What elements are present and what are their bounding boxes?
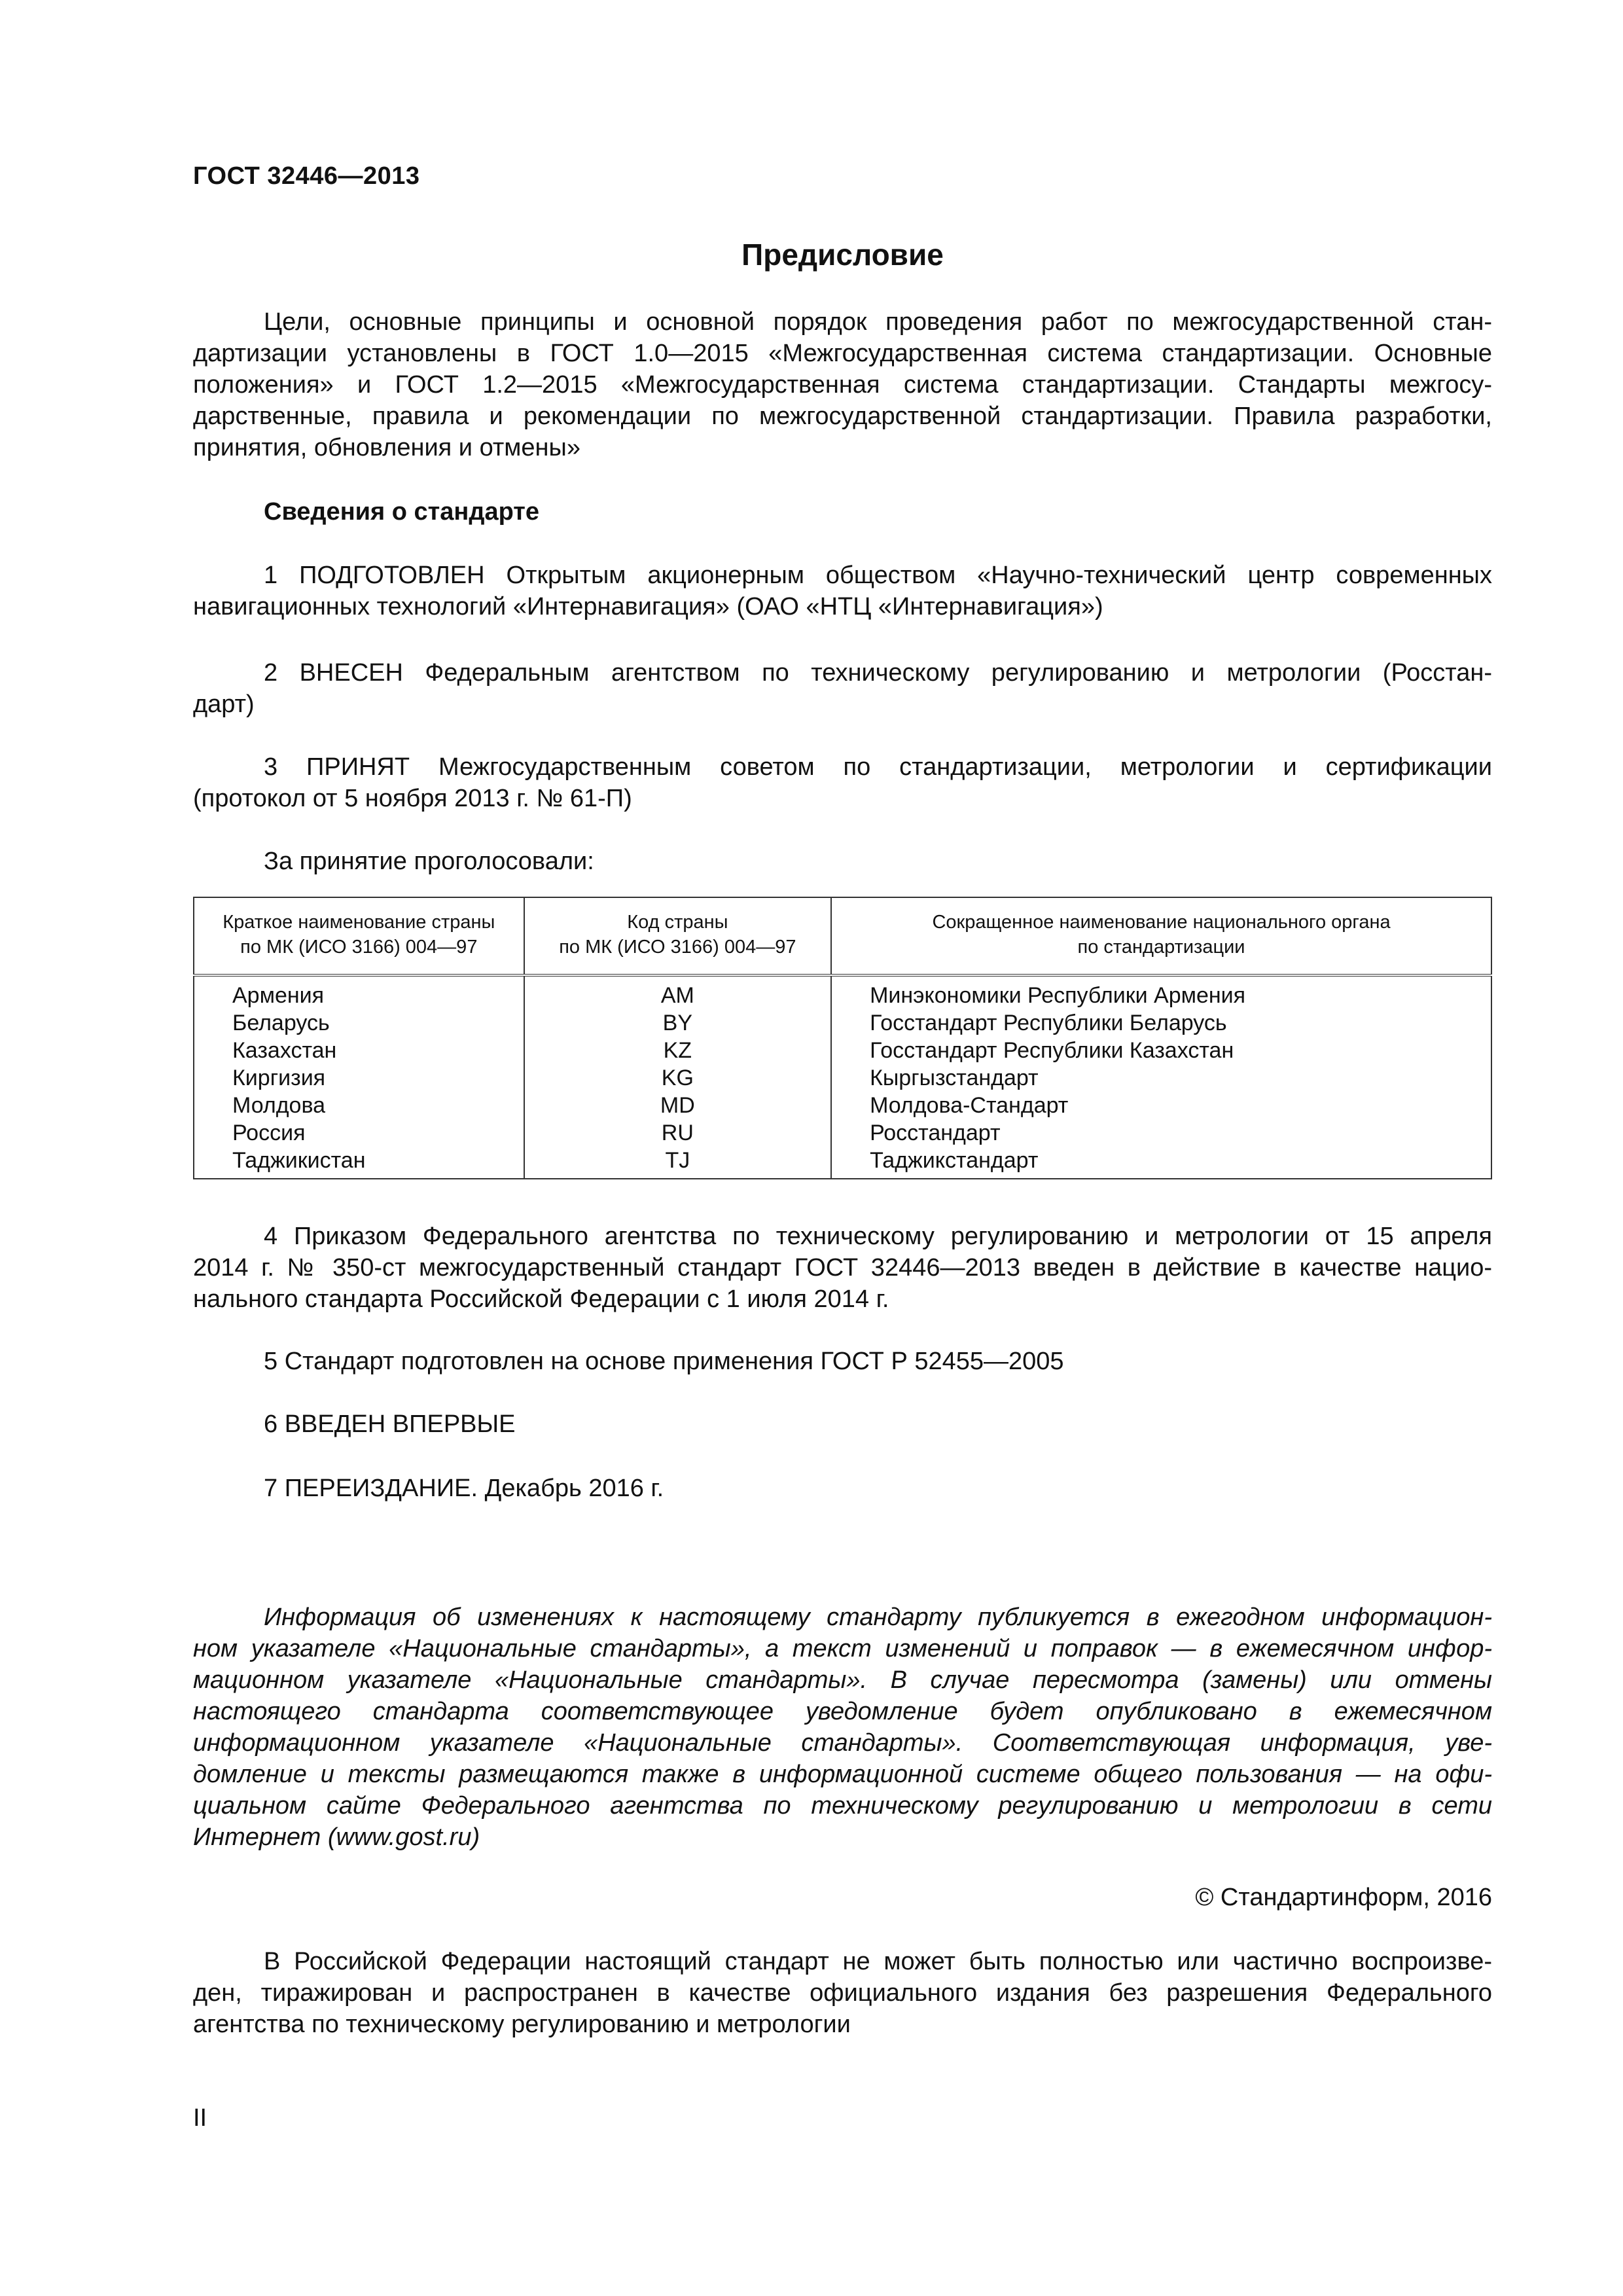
text-line: ден, тиражирован и распространен в качестве официального издания без разрешения Федерального: [193, 1979, 1492, 2007]
countries-table: [193, 897, 1492, 1179]
table-row: Армения AM Минэкономики Республики Армения: [194, 982, 1491, 1009]
item-2: [193, 657, 1492, 720]
table-separator: [194, 975, 1491, 982]
item-7: 7 ПЕРЕИЗДАНИЕ. Декабрь 2016 г.: [264, 1475, 664, 1502]
document-number: ГОСТ 32446—2013: [193, 162, 420, 190]
item-1: [193, 560, 1492, 622]
text-line: домление и тексты размещаются также в информационной системе общего пользования — на офи-: [193, 1761, 1492, 1788]
table-header-country: Краткое наименование страны по МК (ИСО 3166) 004—97: [194, 897, 524, 975]
page-title: Предисловие: [741, 238, 944, 272]
text-line: В Российской Федерации настоящий стандарт не может быть полностью или частично воспроизве-: [264, 1948, 1492, 1975]
table-row: Молдова MD Молдова-Стандарт: [194, 1092, 1491, 1119]
text-line: информационном указателе «Национальные стандарты». Соответствующая информация, уве-: [193, 1729, 1492, 1757]
table-row: Киргизия KG Кыргызстандарт: [194, 1064, 1491, 1092]
item-3: [193, 751, 1492, 814]
vote-label: За принятие проголосовали:: [264, 848, 594, 875]
text-line: ном указателе «Национальные стандарты», а текст изменений и поправок — в ежемесячном инфор-: [193, 1635, 1492, 1662]
text-line: агентства по техническому регулированию и метрологии: [193, 2011, 851, 2038]
info-paragraph: [193, 1602, 1492, 1853]
text-line: 4 Приказом Федерального агентства по техническому регулированию и метрологии от 15 апреля: [264, 1223, 1492, 1250]
text-line: дарт): [193, 691, 255, 718]
text-line: принятия, обновления и отмены»: [193, 434, 580, 461]
item-4: [193, 1221, 1492, 1315]
text-line: навигационных технологий «Интернавигация» (ОАО «НТЦ «Интернавигация»): [193, 593, 1103, 620]
text-line: нального стандарта Российской Федерации с 1 июля 2014 г.: [193, 1285, 889, 1313]
table-row: Россия RU Росстандарт: [194, 1119, 1491, 1147]
table-row: Казахстан KZ Госстандарт Республики Казахстан: [194, 1037, 1491, 1064]
text-line: Интернет (www.gost.ru): [193, 1823, 480, 1851]
text-line: (протокол от 5 ноября 2013 г. № 61-П): [193, 785, 632, 812]
section-heading: Сведения о стандарте: [264, 498, 540, 526]
text-line: циальном сайте Федерального агентства по техническому регулированию и метрологии в сети: [193, 1792, 1492, 1820]
item-6: 6 ВВЕДЕН ВПЕРВЫЕ: [264, 1410, 516, 1438]
text-line: Информация об изменениях к настоящему стандарту публикуется в ежегодном информацион-: [264, 1604, 1492, 1631]
table-row: Таджикистан TJ Таджикстандарт: [194, 1147, 1491, 1179]
text-line: 2 ВНЕСЕН Федеральным агентством по техническому регулированию и метрологии (Росстан-: [264, 659, 1492, 687]
text-line: мационном указателе «Национальные стандарты». В случае пересмотра (замены) или отмены: [193, 1666, 1492, 1694]
table-header-body: Сокращенное наименование национального органа по стандартизации: [831, 897, 1491, 975]
item-5: 5 Стандарт подготовлен на основе применения ГОСТ Р 52455—2005: [264, 1348, 1064, 1375]
table-header-row: [194, 897, 1491, 975]
text-line: Цели, основные принципы и основной порядок проведения работ по межгосударственной стан-: [264, 308, 1492, 336]
text-line: 1 ПОДГОТОВЛЕН Открытым акционерным обществом «Научно-технический центр современных: [264, 562, 1492, 589]
page-number: II: [193, 2104, 207, 2132]
copyright: © Стандартинформ, 2016: [1195, 1884, 1492, 1911]
text-line: 2014 г. № 350-ст межгосударственный стандарт ГОСТ 32446—2013 введен в действие в качестве нацио-: [193, 1254, 1492, 1282]
text-line: положения» и ГОСТ 1.2—2015 «Межгосударственная система стандартизации. Стандарты межгосу-: [193, 371, 1492, 399]
text-line: 3 ПРИНЯТ Межгосударственным советом по стандартизации, метрологии и сертификации: [264, 753, 1492, 781]
text-line: дарственные, правила и рекомендации по межгосударственной стандартизации. Правила разработки,: [193, 403, 1492, 430]
text-line: дартизации установлены в ГОСТ 1.0—2015 «Межгосударственная система стандартизации. Основные: [193, 340, 1492, 367]
intro-paragraph: [193, 306, 1492, 463]
table-row: Беларусь BY Госстандарт Республики Беларусь: [194, 1009, 1491, 1037]
rights-paragraph: [193, 1946, 1492, 2040]
table-header-code: Код страны по МК (ИСО 3166) 004—97: [524, 897, 831, 975]
text-line: настоящего стандарта соответствующее уведомление будет опубликовано в ежемесячном: [193, 1698, 1492, 1725]
